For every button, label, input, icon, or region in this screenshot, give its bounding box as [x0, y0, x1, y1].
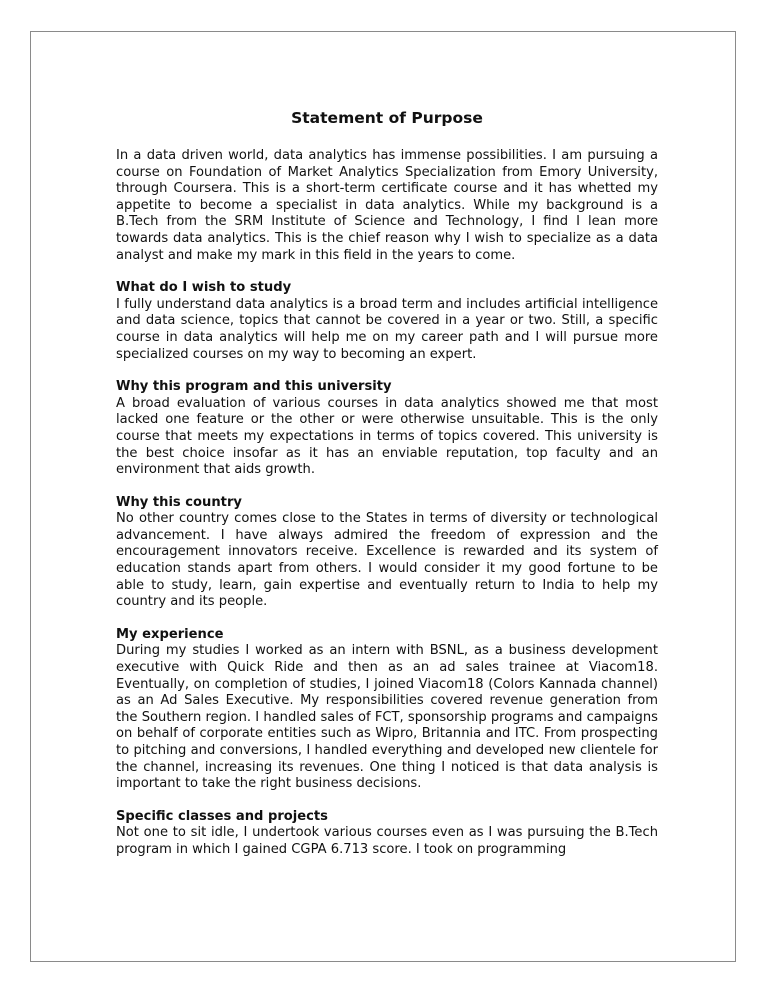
section-why-program: [116, 379, 658, 479]
section-heading: Why this country: [116, 494, 242, 510]
section-experience: [116, 627, 658, 793]
section-paragraph: During my studies I worked as an intern with BSNL, as a business development executive with Quick Ride and then as an ad sales trainee at Viacom18. Eventually, on completion of studies, I joined Viacom18 (Colors Kannada channel) as an Ad Sales Executive. My responsibilities covered revenue generation from the Southern region. I handled sales of FCT, sponsorship programs and campaigns on behalf of corporate entities such as Wipro, Britannia and ITC. From prospecting to pitching and conversions, I handled everything and developed new clientele for the channel, increasing its revenues. One thing I noticed is that data analysis is important to take the right business decisions.: [116, 643, 658, 792]
section-paragraph: A broad evaluation of various courses in data analytics showed me that most lacked one feature or the other or were otherwise unsuitable. This is the only course that meets my expectations in terms of topics covered. This university is the best choice insofar as it has an enviable reputation, top faculty and an environment that aids growth.: [116, 395, 658, 478]
section-classes-projects: [116, 809, 658, 859]
section-heading: My experience: [116, 626, 224, 642]
section-paragraph: No other country comes close to the States in terms of diversity or technological advancement. I have always admired the freedom of expression and the encouragement innovators receive. Excellence is rewarded and its system of education stands apart from others. I would consider it my good fortune to be able to study, learn, gain expertise and eventually return to India to help my country and its people.: [116, 511, 658, 610]
document-page: [30, 31, 736, 962]
intro-paragraph: In a data driven world, data analytics has immense possibilities. I am pursuing a course on Foundation of Market Analytics Specialization from Emory University, through Coursera. This is a short-term certificate course and it has whetted my appetite to become a specialist in data analytics. While my background is a B.Tech from the SRM Institute of Science and Technology, I find I lean more towards data analytics. This is the chief reason why I wish to specialize as a data analyst and make my mark in this field in the years to come.: [116, 148, 658, 263]
document-title: Statement of Purpose: [291, 109, 483, 127]
section-what-to-study: [116, 280, 658, 363]
section-heading: Specific classes and projects: [116, 808, 328, 824]
document-body: [116, 108, 658, 875]
section-heading: Why this program and this university: [116, 379, 392, 395]
section-paragraph: I fully understand data analytics is a broad term and includes artificial intelligence and data science, topics that cannot be covered in a year or two. Still, a specific course in data analytics will help me on my career path and I will pursue more specialized courses on my way to becoming an expert.: [116, 296, 658, 362]
section-why-country: [116, 495, 658, 611]
section-heading: What do I wish to study: [116, 280, 292, 296]
section-paragraph: Not one to sit idle, I undertook various courses even as I was pursuing the B.Tech program in which I gained CGPA 6.713 score. I took on programming: [116, 825, 658, 857]
